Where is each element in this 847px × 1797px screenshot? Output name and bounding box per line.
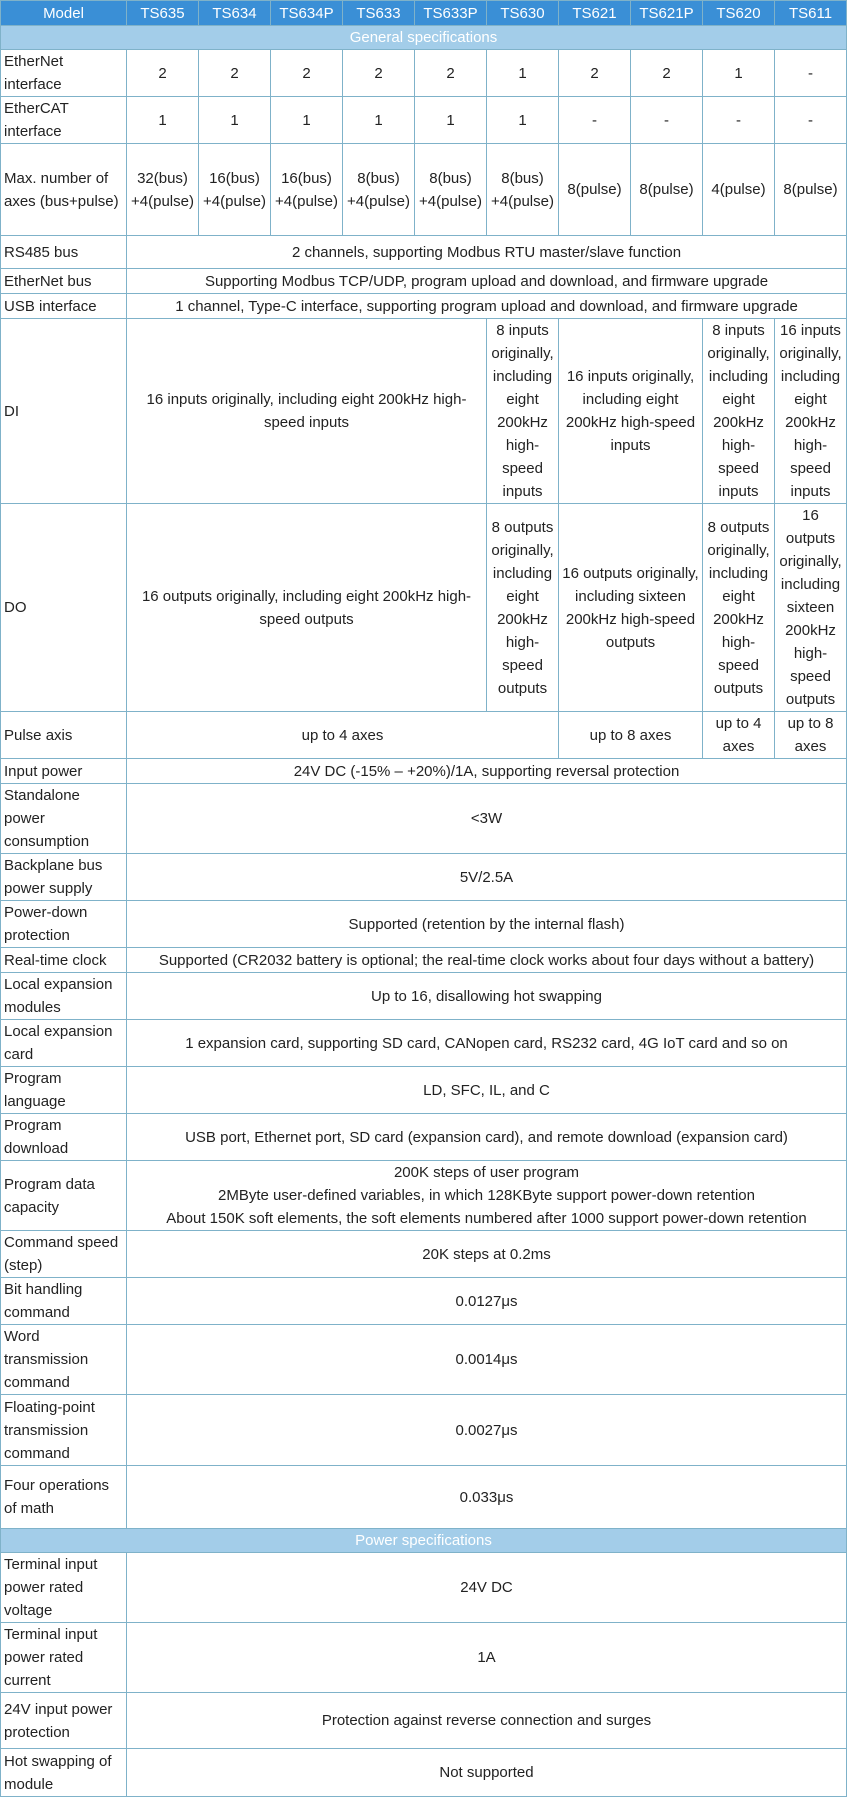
capacity-line: 2MByte user-defined variables, in which 128KByte support power-down retention bbox=[218, 1187, 755, 1204]
spec-value: - bbox=[703, 97, 775, 144]
spec-value: 1 bbox=[199, 97, 271, 144]
model-header-cell: TS611 bbox=[775, 1, 847, 26]
spec-value: 16 inputs originally, including eight 200kHz high-speed inputs bbox=[559, 319, 703, 504]
spec-label: EtherCAT interface bbox=[1, 97, 127, 144]
spec-value: 0.0014μs bbox=[127, 1325, 847, 1395]
spec-value: 2 channels, supporting Modbus RTU master/slave function bbox=[127, 236, 847, 269]
spec-label: Word transmission command bbox=[1, 1325, 127, 1395]
spec-row-usb bbox=[1, 294, 847, 319]
spec-row-program-capacity bbox=[1, 1161, 847, 1231]
spec-value: Protection against reverse connection and surges bbox=[127, 1693, 847, 1749]
spec-value: 2 bbox=[631, 50, 703, 97]
spec-value: 8 outputs originally, including eight 200kHz high-speed outputs bbox=[703, 504, 775, 712]
spec-value: 16(bus) +4(pulse) bbox=[271, 144, 343, 236]
spec-row-do bbox=[1, 504, 847, 712]
spec-label: Local expansion card bbox=[1, 1020, 127, 1067]
spec-value: 8(pulse) bbox=[631, 144, 703, 236]
spec-value: 1 bbox=[487, 50, 559, 97]
spec-row-max-axes bbox=[1, 144, 847, 236]
spec-value: 2 bbox=[127, 50, 199, 97]
spec-value: 16 outputs originally, including eight 200kHz high-speed outputs bbox=[127, 504, 487, 712]
spec-row-ethernet-interface bbox=[1, 50, 847, 97]
spec-label: Power-down protection bbox=[1, 901, 127, 948]
spec-value: 5V/2.5A bbox=[127, 854, 847, 901]
spec-value: Supporting Modbus TCP/UDP, program upload and download, and firmware upgrade bbox=[127, 269, 847, 294]
spec-value: 8 outputs originally, including eight 200kHz high-speed outputs bbox=[487, 504, 559, 712]
spec-value: Supported (CR2032 battery is optional; the real-time clock works about four days without a battery) bbox=[127, 948, 847, 973]
spec-label: 24V input power protection bbox=[1, 1693, 127, 1749]
spec-row-power-down bbox=[1, 901, 847, 948]
section-header-power bbox=[1, 1529, 847, 1553]
spec-row-pulse-axis bbox=[1, 712, 847, 759]
model-header-cell: TS621 bbox=[559, 1, 631, 26]
spec-row-local-card bbox=[1, 1020, 847, 1067]
spec-value: 16 inputs originally, including eight 200kHz high-speed inputs bbox=[775, 319, 847, 504]
model-header-cell: TS620 bbox=[703, 1, 775, 26]
spec-label: Backplane bus power supply bbox=[1, 854, 127, 901]
spec-value: Not supported bbox=[127, 1749, 847, 1797]
spec-value: 8(pulse) bbox=[775, 144, 847, 236]
spec-value: 0.0027μs bbox=[127, 1395, 847, 1466]
spec-value: - bbox=[775, 50, 847, 97]
spec-row-rs485 bbox=[1, 236, 847, 269]
spec-value: 1 bbox=[271, 97, 343, 144]
capacity-line: About 150K soft elements, the soft elements numbered after 1000 support power-down retention bbox=[166, 1210, 807, 1227]
spec-label: Program download bbox=[1, 1114, 127, 1161]
spec-value: 20K steps at 0.2ms bbox=[127, 1231, 847, 1278]
model-header-label: Model bbox=[1, 1, 127, 26]
spec-value: 16(bus) +4(pulse) bbox=[199, 144, 271, 236]
spec-value: up to 8 axes bbox=[775, 712, 847, 759]
spec-value: 1 bbox=[127, 97, 199, 144]
spec-value: 24V DC bbox=[127, 1553, 847, 1623]
spec-row-program-language bbox=[1, 1067, 847, 1114]
spec-value: 1 channel, Type-C interface, supporting program upload and download, and firmware upgrade bbox=[127, 294, 847, 319]
spec-label: Real-time clock bbox=[1, 948, 127, 973]
spec-value: 2 bbox=[199, 50, 271, 97]
spec-value: up to 4 axes bbox=[127, 712, 559, 759]
spec-value: LD, SFC, IL, and C bbox=[127, 1067, 847, 1114]
spec-label: Program language bbox=[1, 1067, 127, 1114]
spec-label: Terminal input power rated current bbox=[1, 1623, 127, 1693]
model-header-cell: TS630 bbox=[487, 1, 559, 26]
spec-value: - bbox=[559, 97, 631, 144]
spec-value: <3W bbox=[127, 784, 847, 854]
spec-value: 8 inputs originally, including eight 200kHz high-speed inputs bbox=[487, 319, 559, 504]
spec-value: - bbox=[631, 97, 703, 144]
spec-value: up to 4 axes bbox=[703, 712, 775, 759]
spec-label: USB interface bbox=[1, 294, 127, 319]
spec-row-input-power bbox=[1, 759, 847, 784]
spec-label: Input power bbox=[1, 759, 127, 784]
spec-value: 1 bbox=[487, 97, 559, 144]
model-header-cell: TS634P bbox=[271, 1, 343, 26]
spec-label: Four operations of math bbox=[1, 1466, 127, 1529]
spec-value-multiline bbox=[127, 1161, 847, 1231]
spec-label: Hot swapping of module bbox=[1, 1749, 127, 1797]
section-title-general: General specifications bbox=[1, 26, 847, 50]
spec-row-standalone-power bbox=[1, 784, 847, 854]
spec-value: 8(bus) +4(pulse) bbox=[487, 144, 559, 236]
model-header-cell: TS633P bbox=[415, 1, 487, 26]
spec-row-float-transmission bbox=[1, 1395, 847, 1466]
spec-value: Supported (retention by the internal flash) bbox=[127, 901, 847, 948]
spec-value: 1 bbox=[343, 97, 415, 144]
spec-row-ethernet-bus bbox=[1, 269, 847, 294]
model-header-row bbox=[1, 1, 847, 26]
spec-row-terminal-voltage bbox=[1, 1553, 847, 1623]
spec-label: Floating-point transmission command bbox=[1, 1395, 127, 1466]
spec-value: 8 inputs originally, including eight 200kHz high-speed inputs bbox=[703, 319, 775, 504]
spec-label: DO bbox=[1, 504, 127, 712]
spec-value: 32(bus) +4(pulse) bbox=[127, 144, 199, 236]
spec-label: Bit handling command bbox=[1, 1278, 127, 1325]
spec-value: 2 bbox=[559, 50, 631, 97]
spec-value: 1A bbox=[127, 1623, 847, 1693]
spec-label: EtherNet bus bbox=[1, 269, 127, 294]
model-header-cell: TS634 bbox=[199, 1, 271, 26]
section-header-general bbox=[1, 26, 847, 50]
spec-value: 1 bbox=[703, 50, 775, 97]
spec-label: Max. number of axes (bus+pulse) bbox=[1, 144, 127, 236]
spec-value: 8(bus) +4(pulse) bbox=[415, 144, 487, 236]
spec-value: 16 outputs originally, including sixteen 200kHz high-speed outputs bbox=[775, 504, 847, 712]
spec-value: 1 bbox=[415, 97, 487, 144]
spec-label: RS485 bus bbox=[1, 236, 127, 269]
spec-value: 2 bbox=[271, 50, 343, 97]
spec-value: 2 bbox=[343, 50, 415, 97]
model-header-cell: TS635 bbox=[127, 1, 199, 26]
spec-row-word-transmission bbox=[1, 1325, 847, 1395]
model-header-cell: TS621P bbox=[631, 1, 703, 26]
spec-row-hot-swap bbox=[1, 1749, 847, 1797]
spec-value: 1 expansion card, supporting SD card, CANopen card, RS232 card, 4G IoT card and so on bbox=[127, 1020, 847, 1067]
spec-value: - bbox=[775, 97, 847, 144]
spec-row-backplane bbox=[1, 854, 847, 901]
spec-label: DI bbox=[1, 319, 127, 504]
spec-value: 4(pulse) bbox=[703, 144, 775, 236]
spec-row-program-download bbox=[1, 1114, 847, 1161]
spec-row-ethercat-interface bbox=[1, 97, 847, 144]
spec-value: 8(bus) +4(pulse) bbox=[343, 144, 415, 236]
spec-value: 24V DC (-15% – +20%)/1A, supporting reversal protection bbox=[127, 759, 847, 784]
spec-value: USB port, Ethernet port, SD card (expansion card), and remote download (expansion card) bbox=[127, 1114, 847, 1161]
capacity-line: 200K steps of user program bbox=[393, 1164, 580, 1181]
spec-value: 16 outputs originally, including sixteen 200kHz high-speed outputs bbox=[559, 504, 703, 712]
spec-row-local-modules bbox=[1, 973, 847, 1020]
spec-value: up to 8 axes bbox=[559, 712, 703, 759]
spec-row-terminal-current bbox=[1, 1623, 847, 1693]
model-header-cell: TS633 bbox=[343, 1, 415, 26]
spec-value: 0.033μs bbox=[127, 1466, 847, 1529]
spec-row-rtc bbox=[1, 948, 847, 973]
spec-row-math-ops bbox=[1, 1466, 847, 1529]
spec-value: 8(pulse) bbox=[559, 144, 631, 236]
spec-value: 0.0127μs bbox=[127, 1278, 847, 1325]
spec-value: Up to 16, disallowing hot swapping bbox=[127, 973, 847, 1020]
section-title-power: Power specifications bbox=[1, 1529, 847, 1553]
spec-row-command-speed bbox=[1, 1231, 847, 1278]
spec-label: Pulse axis bbox=[1, 712, 127, 759]
spec-row-di bbox=[1, 319, 847, 504]
spec-label: Program data capacity bbox=[1, 1161, 127, 1231]
spec-label: EtherNet interface bbox=[1, 50, 127, 97]
spec-label: Standalone power consumption bbox=[1, 784, 127, 854]
spec-row-input-protection bbox=[1, 1693, 847, 1749]
spec-label: Terminal input power rated voltage bbox=[1, 1553, 127, 1623]
spec-row-bit-handling bbox=[1, 1278, 847, 1325]
spec-value: 16 inputs originally, including eight 200kHz high-speed inputs bbox=[127, 319, 487, 504]
spec-label: Local expansion modules bbox=[1, 973, 127, 1020]
spec-value: 2 bbox=[415, 50, 487, 97]
spec-label: Command speed (step) bbox=[1, 1231, 127, 1278]
